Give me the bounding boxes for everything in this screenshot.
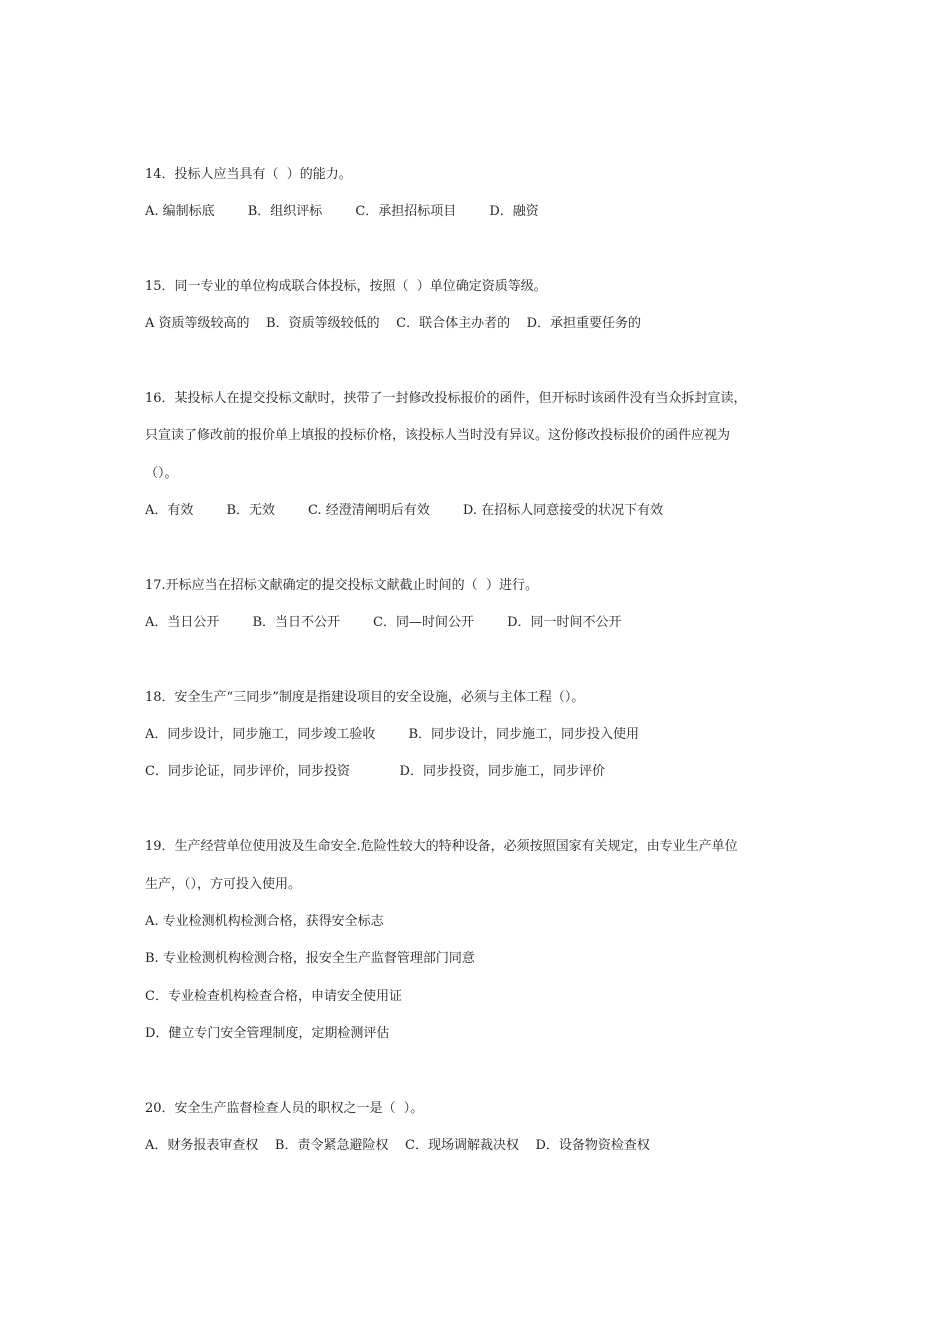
question-19-stem-line-2: 生产，（），方可投入使用。 [145, 877, 302, 892]
question-17-stem: 17.开标应当在招标文献确定的提交投标文献截止时间的（ ）进行。 [145, 578, 538, 593]
question-20-stem: 20．安全生产监督检查人员的职权之一是（ ）。 [145, 1101, 424, 1116]
question-19-option-b: B. 专业检测机构检测合格，报安全生产监督管理部门同意 [145, 951, 475, 966]
question-19-stem-line-1: 19．生产经营单位使用波及生命安全.危险性较大的特种设备，必须按照国家有关规定，由专业生产单位 [145, 839, 738, 854]
question-15-options: A 资质等级较高的 B．资质等级较低的 C．联合体主办者的 D．承担重要任务的 [145, 316, 642, 331]
question-14-stem: 14．投标人应当具有（ ）的能力。 [145, 167, 352, 182]
question-19-option-d: D．健立专门安全管理制度，定期检测评估 [145, 1026, 390, 1041]
question-19-option-a: A. 专业检测机构检测合格，获得安全标志 [145, 914, 384, 929]
question-16-options: A．有效 B．无效 C. 经澄清阐明后有效 D. 在招标人同意接受的状况下有效 [145, 503, 664, 518]
question-16-stem-line-1: 16．某投标人在提交投标文献时，挟带了一封修改投标报价的函件，但开标时该函件没有当众拆封宣读， [145, 391, 747, 406]
question-20-options: A．财务报表审查权 B．责令紧急避险权 C．现场调解裁决权 D．设备物资检查权 [145, 1138, 650, 1153]
question-18-options-line-1: A．同步设计，同步施工，同步竣工验收 B．同步设计，同步施工，同步投入使用 [145, 727, 640, 742]
question-16-stem-line-3: （）。 [145, 466, 178, 481]
question-15-stem: 15．同一专业的单位构成联合体投标，按照（ ）单位确定资质等级。 [145, 279, 547, 294]
question-19-option-c: C．专业检查机构检查合格，申请安全使用证 [145, 989, 402, 1004]
question-14-options: A. 编制标底 B．组织评标 C．承担招标项目 D．融资 [145, 204, 539, 219]
question-17-options: A．当日公开 B．当日不公开 C．同—时间公开 D．同一时间不公开 [145, 615, 622, 630]
question-16-stem-line-2: 只宣读了修改前的报价单上填报的投标价格，该投标人当时没有异议。这份修改投标报价的函件应视为 [145, 428, 731, 443]
question-18-stem: 18．安全生产“三同步”制度是指建设项目的安全设施，必须与主体工程（）。 [145, 690, 585, 705]
question-18-options-line-2: C．同步论证，同步评价，同步投资 D．同步投资，同步施工，同步评价 [145, 764, 605, 779]
